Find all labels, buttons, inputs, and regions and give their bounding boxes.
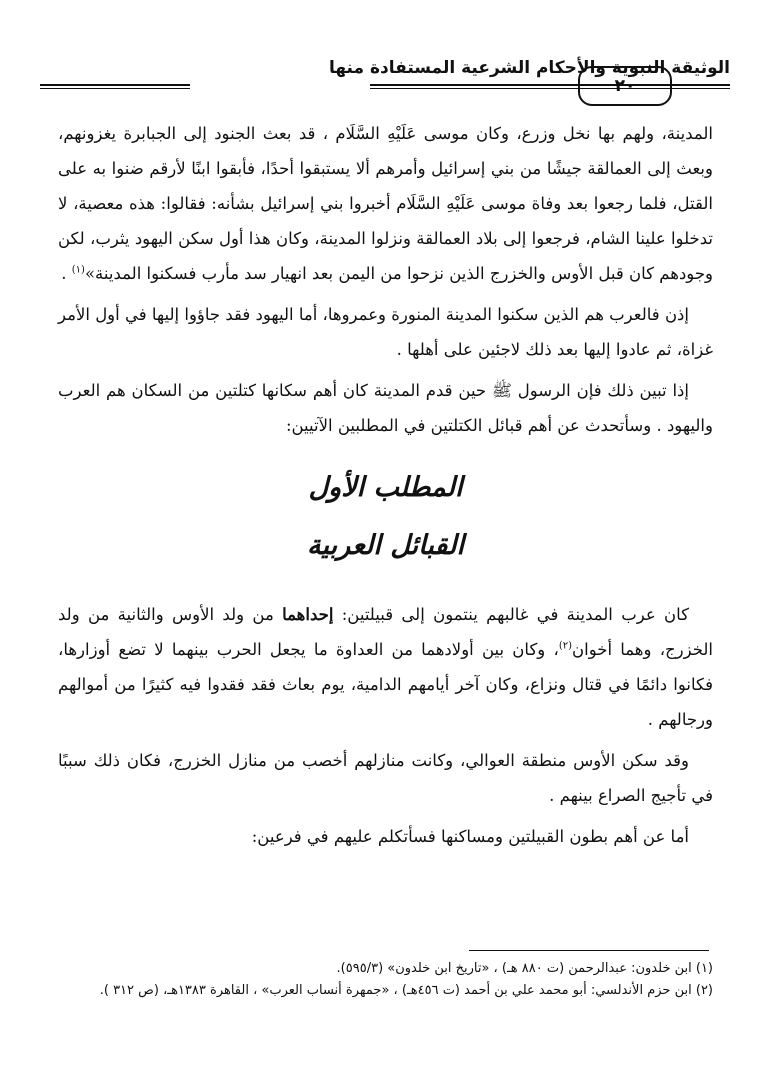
paragraph-4	[58, 597, 713, 737]
paragraph-1	[58, 116, 713, 291]
footnote-ref-2: (٢)	[558, 640, 573, 652]
header-rule-right-thin	[370, 88, 730, 89]
header-rule-left-thin	[40, 88, 190, 89]
page-header	[40, 48, 730, 108]
section-heading-arab-tribes: القبائل العربية	[307, 530, 464, 561]
paragraph-6: أما عن أهم بطون القبيلتين ومساكنها فسأتكلم عليهم في فرعين:	[251, 827, 689, 846]
paragraph-1-text: المدينة، ولهم بها نخل وزرع، وكان موسى عَلَيْهِ السَّلَام ، قد بعث الجنود إلى الجبابرة يغزونهم، وبعث إلى العمالقة جيشًا من بني إسرائيل وأمرهم ألا يستبقوا أحدًا، فأبقوا ابنًا لأرقم ضنوا به على القتل، فلما رجعوا بعد وفاة موسى عَلَيْهِ السَّلَام أخبروا بني إسرائيل بشأنه: فقالوا: هذه معصية، لا تدخلوا علينا الشام، فرجعوا إلى بلاد العمالقة ونزلوا المدينة، وكان هذا أول سكن اليهود يثرب، لكن وجودهم كان قبل الأوس والخزرج الذين نزحوا من اليمن بعد انهيار سد مأرب فسكنوا المدينة»	[58, 124, 713, 283]
header-rule-left	[40, 84, 190, 86]
footnote-2: (٢) ابن حزم الأندلسي: أبو محمد علي بن أحمد (ت ٤٥٦هـ) ، «جمهرة أنساب العرب» ، القاهرة ١٣٨٣هـ، (ص ٣١٢ ).	[99, 983, 713, 998]
section-heading-first-topic: المطلب الأول	[308, 472, 463, 503]
footnote-1: (١) ابن خلدون: عبدالرحمن (ت ٨٨٠ هـ) ، «تاريخ ابن خلدون» (٥٩٥/٣).	[336, 961, 713, 976]
paragraph-4-text-c: ، وكان بين أولادهما من العداوة ما يجعل الحرب بينهما لا تضع أوزارها، فكانوا دائمًا في قتال ونزاع، وكان آخر أيامهم الدامية، يوم بعاث فقد فقدوا فيه كثيرًا من أموالهم ورجالهم .	[58, 640, 713, 729]
paragraph-5: وقد سكن الأوس منطقة العوالي، وكانت منازلهم أخصب من منازل الخزرج، فكان ذلك سببًا في تأجيج الصراع بينهم .	[58, 751, 713, 805]
paragraph-3: إذا تبين ذلك فإن الرسول ﷺ حين قدم المدينة كان أهم سكانها كتلتين من السكان هم العرب واليهود . وسأتحدث عن أهم قبائل الكتلتين في المطلبين الآتيين:	[58, 381, 713, 435]
paragraph-2: إذن فالعرب هم الذين سكنوا المدينة المنورة وعمروها، أما اليهود فقد جاؤوا إليها في أول الأمر غزاة، ثم عادوا إليها بعد ذلك لاجئين على أهلها .	[58, 305, 713, 359]
footnote-ref-1: (١)	[71, 264, 85, 276]
footnote-separator	[469, 950, 709, 951]
footnotes	[58, 958, 713, 1002]
running-title: الوثيقة النبوية والأحكام الشرعية المستفادة منها	[328, 58, 730, 78]
header-rule-right	[370, 84, 730, 86]
page-body	[58, 116, 713, 860]
page-number: ٢٠	[578, 66, 672, 106]
paragraph-1-end: .	[61, 264, 72, 283]
paragraph-4-text-a: كان عرب المدينة في غالبهم ينتمون إلى قبيلتين:	[333, 605, 689, 624]
paragraph-4-bold: إحداهما	[282, 605, 334, 624]
paragraph-4-text-b: من ولد الأوس والثانية من ولد الخزرج، وهما أخوان	[58, 605, 714, 659]
